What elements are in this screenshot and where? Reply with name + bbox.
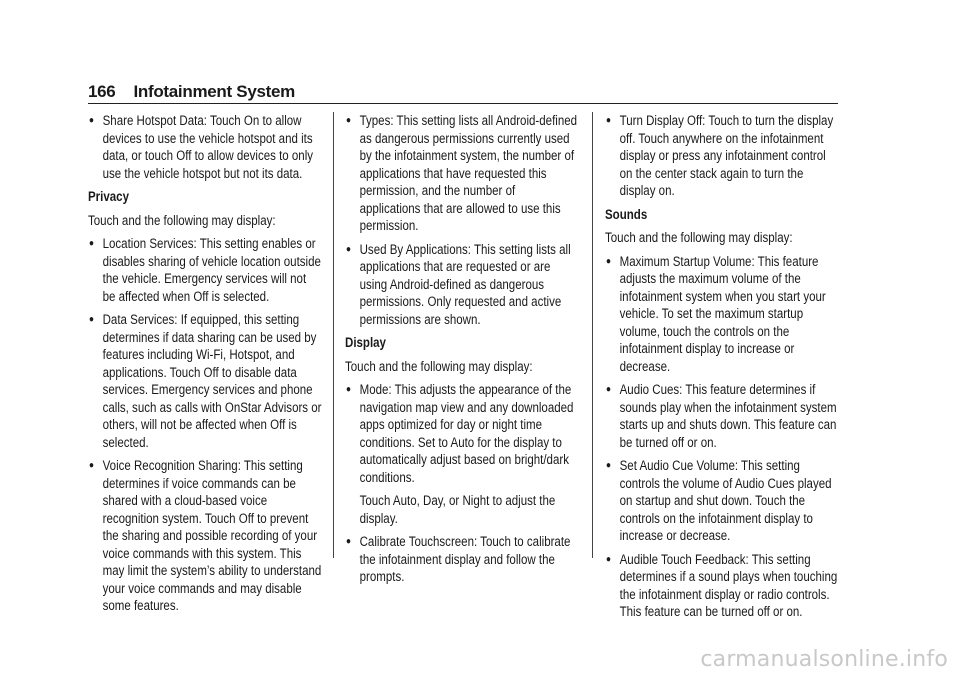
- section-intro: Touch and the following may display:: [345, 358, 533, 374]
- bullet-icon: ●: [345, 243, 352, 255]
- item-text: Types: This setting lists all Android-defined as dangerous permissions currently used by the infotainment system, the number of applications that have requested this permission, and the number of applications that are allowed to use this permission.: [359, 113, 578, 233]
- bullet-icon: ●: [88, 314, 95, 325]
- bullet-icon: ●: [605, 255, 612, 267]
- column-2: [345, 112, 579, 592]
- bullet-list: [605, 253, 839, 621]
- list-item: [345, 533, 579, 586]
- list-item: [605, 381, 839, 451]
- item-text: Audible Touch Feedback: This setting determines if a sound plays when touching the infotainment display or radio controls. This feature can be turned off or on.: [619, 551, 838, 619]
- page-header: [88, 82, 295, 102]
- bullet-icon: ●: [605, 460, 612, 471]
- list-item: [88, 457, 322, 615]
- item-text: Data Services: If equipped, this setting determines if data sharing can be used by features including Wi-Fi, Hotspot, and applications. Touch Off to disable data services. Emergency services and phone calls, such as calls with OnStar Advisors or others, will not be affected when Off is selected.: [102, 312, 322, 450]
- bullet-icon: ●: [345, 115, 352, 126]
- column-divider-1: [333, 112, 334, 558]
- list-item: [88, 311, 322, 451]
- item-text: Used By Applications: This setting lists all applications that are requested or are using Android-defined as dangerous permissions. Only requested and active permissions are shown.: [359, 241, 571, 327]
- bullet-icon: ●: [88, 460, 95, 471]
- item-note: Touch Auto, Day, or Night to adjust the display.: [359, 493, 556, 526]
- column-3: [605, 112, 839, 627]
- list-item: [345, 112, 579, 235]
- section-heading-sounds: Sounds: [605, 206, 648, 222]
- bullet-list: [345, 381, 579, 586]
- section-intro: Touch and the following may display:: [605, 230, 793, 245]
- item-text: Voice Recognition Sharing: This setting determines if voice commands can be shared with a cloud-based voice recognition system. Touch Off to prevent the sharing and possible recording of your voice commands with this system. This may limit the system’s ability to understand your voice commands and may disable some features.: [102, 458, 322, 613]
- item-text: Turn Display Off: Touch to turn the display off. Touch anywhere on the infotainment display or press any infotainment control on the center stack again to turn the display on.: [619, 113, 834, 198]
- bullet-list: [345, 112, 579, 328]
- bullet-icon: ●: [345, 536, 352, 547]
- section-heading-display: Display: [345, 335, 386, 350]
- item-text: Share Hotspot Data: Touch On to allow devices to use the vehicle hotspot and its data, or touch Off to allow devices to only use the vehicle hotspot but not its data.: [102, 113, 314, 181]
- list-item: [88, 112, 322, 182]
- bullet-icon: ●: [345, 384, 352, 395]
- section-intro: Touch and the following may display:: [88, 212, 276, 228]
- page-number: 166: [88, 82, 116, 101]
- section-title: Infotainment System: [133, 82, 295, 101]
- item-text: Set Audio Cue Volume: This setting controls the volume of Audio Cues played on startup and shut down. Touch the controls on the infotainment display to increase or decrease.: [619, 458, 832, 543]
- item-text: Location Services: This setting enables or disables sharing of vehicle location outside the vehicle. Emergency services will not be affected when Off is selected.: [102, 236, 321, 304]
- item-text: Audio Cues: This feature determines if sounds play when the infotainment system starts up and shuts down. This feature can be turned off or on.: [619, 382, 837, 450]
- list-item: [605, 112, 839, 200]
- watermark-text: carmanualsonline.info: [700, 647, 948, 672]
- item-text: Maximum Startup Volume: This feature adjusts the maximum volume of the infotainment system when you start your vehicle. To set the maximum startup volume, touch the controls on the infotainment display to increase or decrease.: [619, 253, 826, 374]
- list-item: [88, 235, 322, 305]
- bullet-icon: ●: [605, 553, 612, 565]
- list-item: [605, 457, 839, 545]
- list-item: [605, 551, 839, 621]
- bullet-list: [88, 112, 322, 182]
- section-heading-privacy: Privacy: [88, 189, 129, 204]
- bullet-icon: ●: [88, 115, 95, 126]
- list-item: [345, 241, 579, 329]
- column-divider-2: [592, 112, 593, 558]
- list-item: [345, 381, 579, 527]
- bullet-list: [605, 112, 839, 200]
- header-rule: [88, 103, 838, 104]
- bullet-icon: ●: [605, 384, 612, 395]
- bullet-icon: ●: [88, 238, 95, 249]
- item-text: Calibrate Touchscreen: Touch to calibrate the infotainment display and follow the prompts.: [359, 534, 571, 584]
- item-text: Mode: This adjusts the appearance of the navigation map view and any downloaded apps optimized for day or night time conditions. Set to Auto for the display to automatically adjust based on bright/dark conditions.: [359, 382, 574, 485]
- bullet-icon: ●: [605, 115, 612, 126]
- list-item: [605, 253, 839, 376]
- bullet-list: [88, 235, 322, 615]
- column-1: [88, 112, 322, 621]
